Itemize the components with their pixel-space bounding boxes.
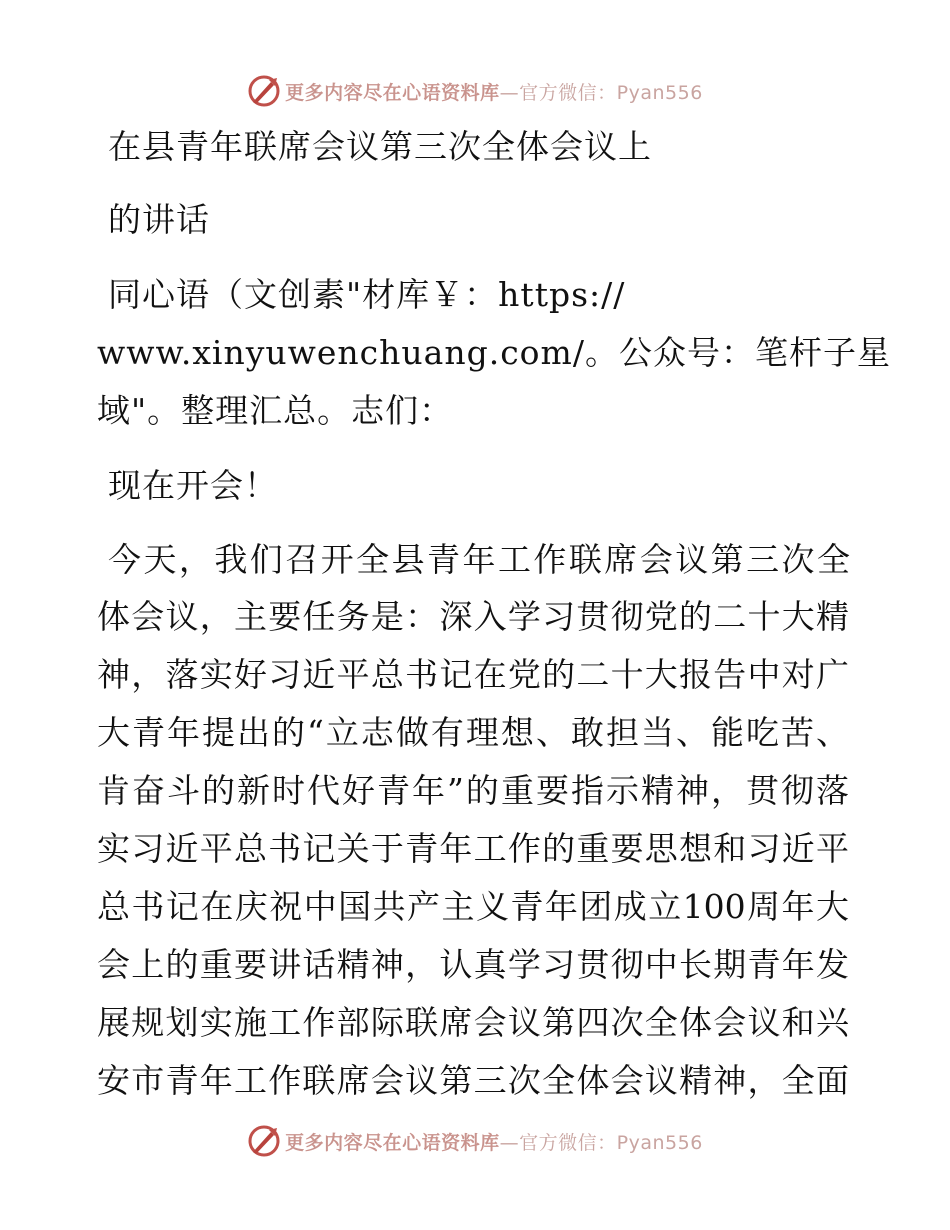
watermark-contact: —官方微信：Pyan556 bbox=[499, 1131, 703, 1154]
watermark-brand: 更多内容尽在心语资料库 bbox=[285, 81, 500, 104]
body-line: 实习近平总书记关于青年工作的重要思想和习近平 bbox=[97, 829, 849, 868]
source-line-1: 同心语（文创素"材库￥：https:// bbox=[108, 275, 626, 314]
body-line: 展规划实施工作部际联席会议第四次全体会议和兴 bbox=[97, 1003, 849, 1042]
source-line-3: 域"。整理汇总。志们： bbox=[97, 391, 454, 430]
body-line: 今天，我们召开全县青年工作联席会议第三次全 bbox=[108, 540, 850, 579]
watermark-text-bottom bbox=[285, 1128, 703, 1155]
body-line: 肯奋斗的新时代好青年”的重要指示精神，贯彻落 bbox=[97, 771, 849, 810]
body-line: 安市青年工作联席会议第三次全体会议精神，全面 bbox=[97, 1061, 849, 1100]
speech-title-line-1: 在县青年联席会议第三次全体会议上 bbox=[108, 127, 652, 166]
body-line: 大青年提出的“立志做有理想、敢担当、能吃苦、 bbox=[97, 713, 849, 752]
watermark-contact: —官方微信：Pyan556 bbox=[499, 81, 703, 104]
quill-seal-icon bbox=[247, 1124, 281, 1158]
body-line: 体会议，主要任务是：深入学习贯彻党的二十大精 bbox=[97, 597, 849, 636]
speech-title-line-2: 的讲话 bbox=[108, 200, 210, 239]
body-line: 总书记在庆祝中国共产主义青年团成立100周年大 bbox=[97, 887, 849, 926]
watermark-brand: 更多内容尽在心语资料库 bbox=[285, 1131, 500, 1154]
source-line-2: www.xinyuwenchuang.com/。公众号：笔杆子星 bbox=[97, 333, 891, 372]
watermark-banner-bottom bbox=[0, 1121, 950, 1161]
opening-line: 现在开会！ bbox=[108, 466, 278, 505]
body-line: 会上的重要讲话精神，认真学习贯彻中长期青年发 bbox=[97, 945, 849, 984]
body-line: 神，落实好习近平总书记在党的二十大报告中对广 bbox=[97, 655, 849, 694]
